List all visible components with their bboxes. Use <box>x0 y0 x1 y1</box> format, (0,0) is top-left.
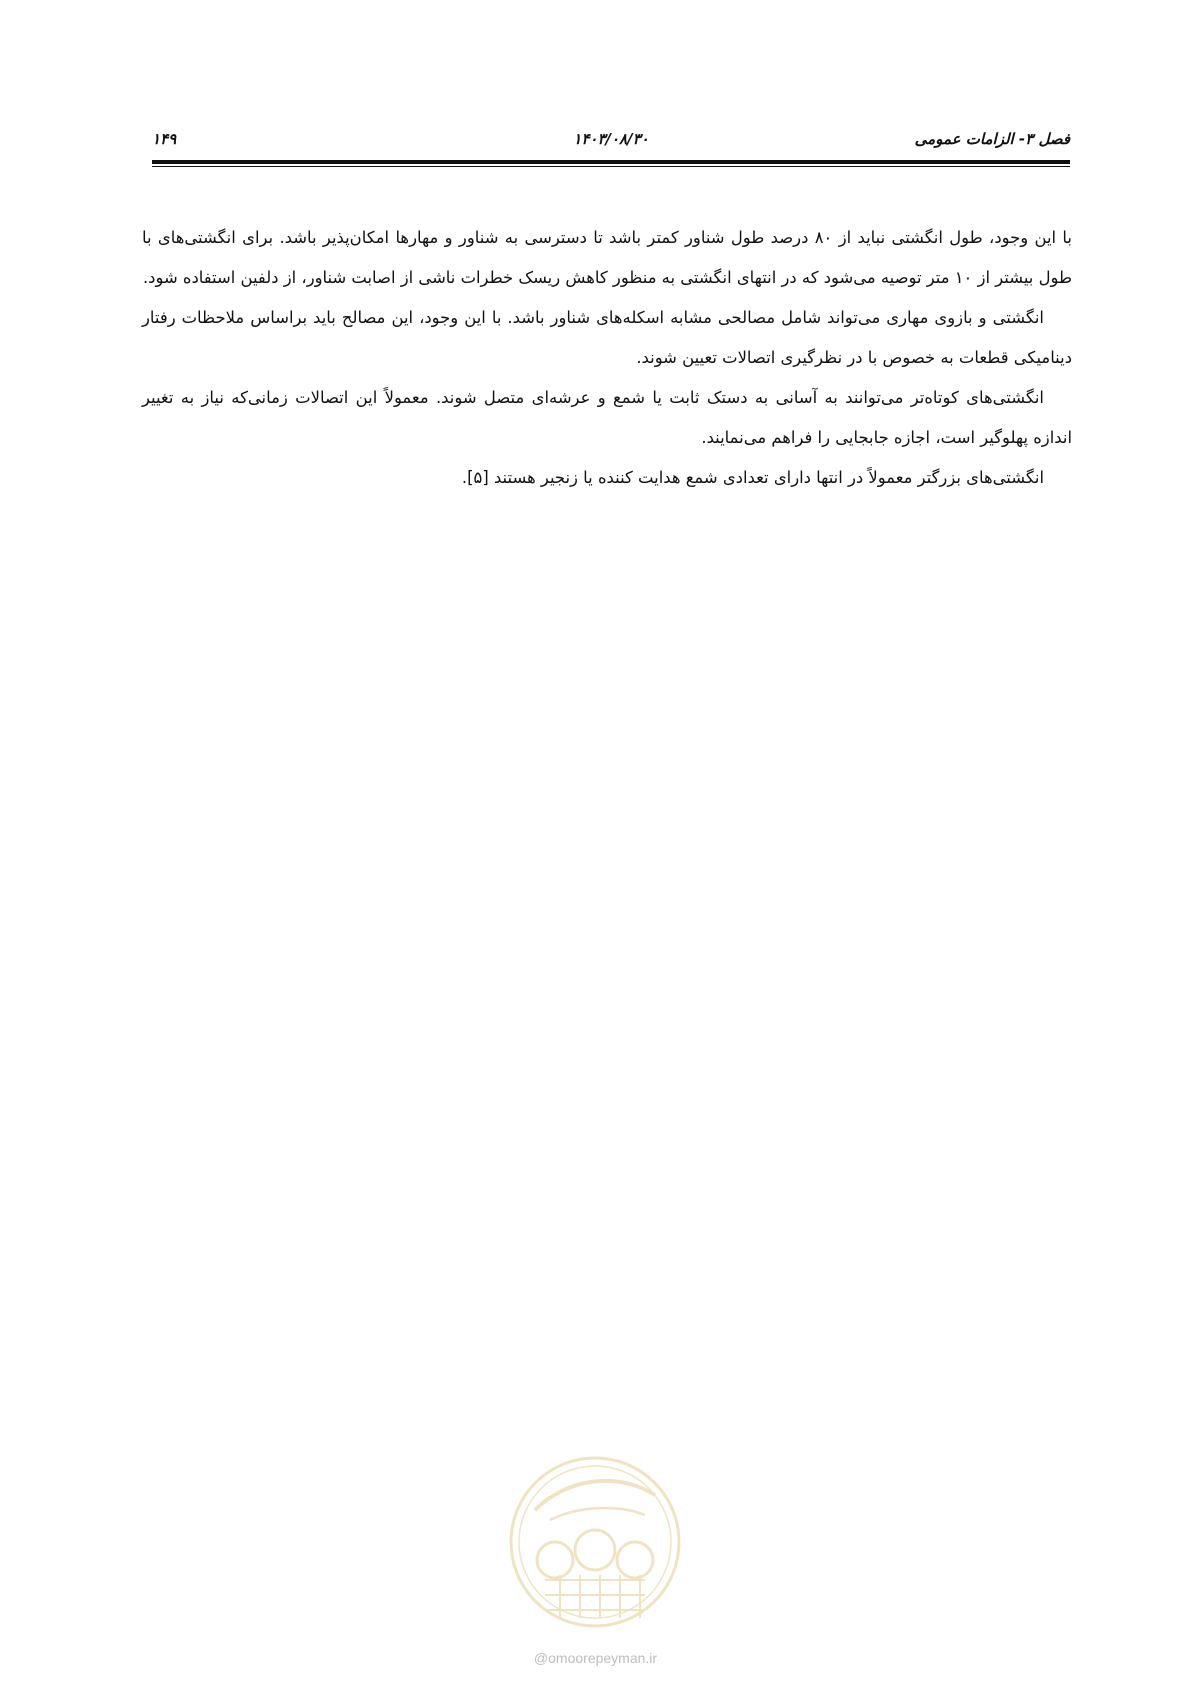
body-text <box>142 218 1072 498</box>
paragraph-4: انگشتی‌های بزرگتر معمولاً در انتها دارای تعدادی شمع هدایت کننده یا زنجیر هستند [۵]. <box>461 468 1044 487</box>
paragraph-3: انگشتی‌های کوتاه‌تر می‌توانند به آسانی به دستک ثابت یا شمع و عرشه‌ای متصل شوند. معمولاً این اتصالات زمانی‌که نیاز به تغییر اندازه پهلوگیر است، اجازه جابجایی را فراهم می‌نمایند. <box>142 388 1072 447</box>
page-number: ۱۴۹ <box>152 130 177 148</box>
omoor-peyman-logo-watermark <box>505 1450 685 1635</box>
header-date: ۱۴۰۳/۰۸/۳۰ <box>573 130 649 148</box>
page-header <box>152 126 1070 154</box>
chapter-title: فصل ۳- الزامات عمومی <box>914 130 1070 148</box>
paragraph-2: انگشتی و بازوی مهاری می‌تواند شامل مصالحی مشابه اسکله‌های شناور باشد. با این وجود، این مصالح باید براساس ملاحظات رفتار دینامیکی قطعات به خصوص با در نظرگیری اتصالات تعیین شوند. <box>142 308 1072 367</box>
header-rule-thick <box>152 160 1070 164</box>
paragraph-1: با این وجود، طول انگشتی نباید از ۸۰ درصد طول شناور کمتر باشد تا دسترسی به شناور و مهارها امکان‌پذیر باشد. برای انگشتی‌های با طول بیشتر از ۱۰ متر توصیه می‌شود که در انتهای انگشتی به منظور کاهش ریسک خطرات ناشی از اصابت شناور، از دلفین استفاده شود. <box>142 228 1072 287</box>
header-rule-thin <box>152 166 1070 167</box>
watermark-url: @omoorepeyman.ir <box>533 1650 658 1666</box>
